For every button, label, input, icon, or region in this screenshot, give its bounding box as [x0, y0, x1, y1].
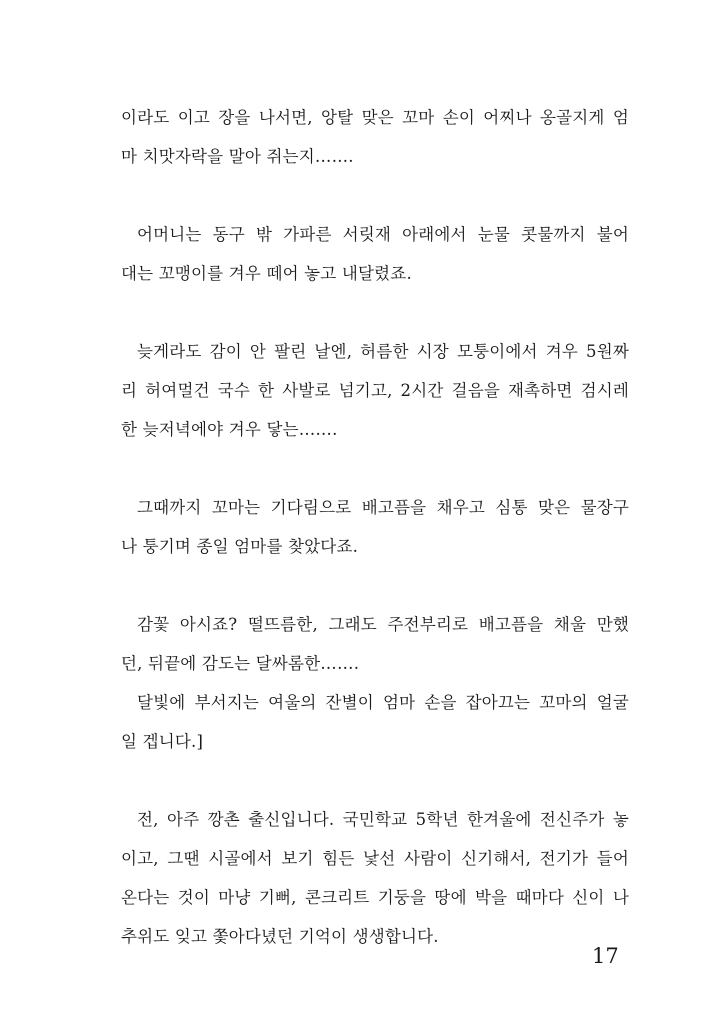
paragraph-gap: [121, 761, 629, 800]
text-line: 그때까지 꼬마는 기다림으로 배고픔을 채우고 심통 맞은 물장구: [137, 498, 629, 517]
text-line: 추위도 잊고 쫓아다녔던 기억이 생생합니다.: [121, 927, 439, 946]
paragraph-2: [121, 215, 629, 293]
text-line: 일 겝니다.]: [121, 732, 204, 751]
paragraph-7: [121, 800, 629, 956]
text-line: 한 늦저녁에야 겨우 닿는…….: [121, 420, 338, 439]
text-line: 이고, 그땐 시골에서 보기 힘든 낯선 사람이 신기해서, 전기가 들어: [121, 849, 629, 868]
paragraph-4: [121, 488, 629, 566]
text-line: 대는 꼬맹이를 겨우 떼어 놓고 내달렸죠.: [121, 264, 412, 283]
text-line: 나 퉁기며 종일 엄마를 찾았다죠.: [121, 537, 359, 556]
paragraph-gap: [121, 566, 629, 605]
paragraph-3: [121, 332, 629, 449]
page-number: 17: [592, 944, 619, 968]
paragraph-gap: [121, 176, 629, 215]
text-line: 전, 아주 깡촌 출신입니다. 국민학교 5학년 한겨울에 전신주가 놓: [137, 810, 629, 829]
paragraph-5: [121, 605, 629, 683]
text-line: 늦게라도 감이 안 팔린 날엔, 허름한 시장 모퉁이에서 겨우 5원짜: [137, 342, 629, 361]
paragraph-1: [121, 98, 629, 176]
text-line: 이라도 이고 장을 나서면, 앙탈 맞은 꼬마 손이 어찌나 옹골지게 엄: [121, 108, 629, 127]
paragraph-6: [121, 683, 629, 761]
text-line: 던, 뒤끝에 감도는 달싸롬한…….: [121, 654, 360, 673]
text-line: 어머니는 동구 밖 가파른 서릿재 아래에서 눈물 콧물까지 불어: [137, 225, 629, 244]
body-text: [121, 98, 629, 956]
text-line: 온다는 것이 마냥 기뻐, 콘크리트 기둥을 땅에 박을 때마다 신이 나: [121, 888, 629, 907]
text-line: 마 치맛자락을 말아 쥐는지…….: [121, 147, 354, 166]
paragraph-gap: [121, 293, 629, 332]
text-line: 감꽃 아시죠? 떨뜨름한, 그래도 주전부리로 배고픔을 채울 만했: [137, 615, 629, 634]
text-line: 리 허여멀건 국수 한 사발로 넘기고, 2시간 걸음을 재촉하면 검시레: [121, 381, 629, 400]
text-line: 달빛에 부서지는 여울의 잔별이 엄마 손을 잡아끄는 꼬마의 얼굴: [137, 693, 629, 712]
paragraph-gap: [121, 449, 629, 488]
